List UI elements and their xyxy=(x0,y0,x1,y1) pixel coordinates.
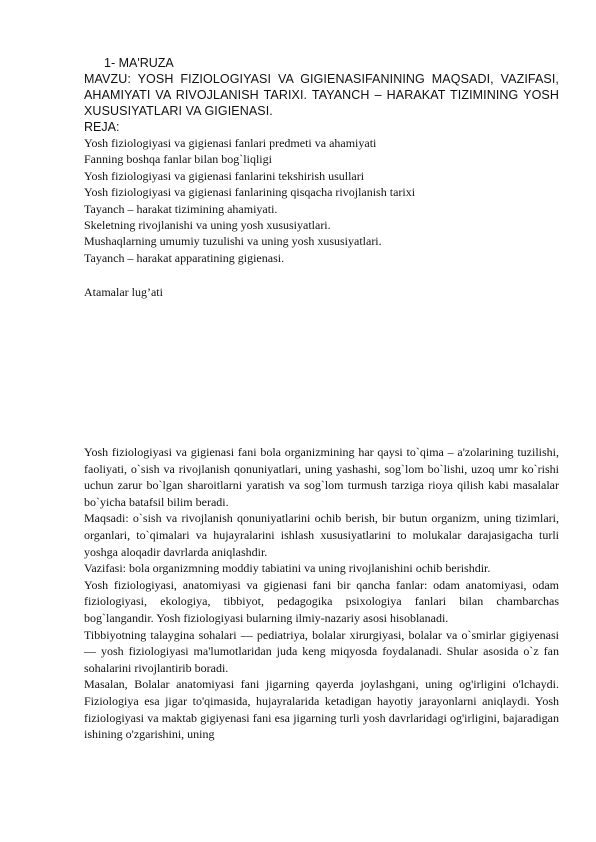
lecture-number: 1- MA'RUZA xyxy=(104,56,174,70)
plan-item: Mushaqlarning umumiy tuzulishi va uning yosh xususiyatlari. xyxy=(84,234,382,249)
body-paragraph: Maqsadi: o`sish va rivojlanish qonuniyatlarini ochib berish, bir butun organizm, uning tizimlari, organlari, to`qimalari va hujayralarini ishlash xususiyatlarini to molukalar darajasigacha turli yoshga aloqadir davrlarda aniqlashdir. xyxy=(84,511,559,559)
document-header-section xyxy=(84,56,559,300)
glossary-heading: Atamalar lug’ati xyxy=(84,285,163,300)
body-paragraph: Yosh fiziologiyasi va gigienasi fani bola organizmining har qaysi to`qima – a'zolarining tuzilishi, faoliyati, o`sish va rivojlanish qonuniyatlari, uning yashashi, sog`lom bo`lishi, uzoq umr ko`rishi uchun zarur bo`lgan sharoitlarni yaratish va sog`lom turmush tarziga rioya qilish kabi masalalar bo`yicha batafsil bilim beradi. xyxy=(84,445,559,509)
body-paragraph: Tibbiyotning talaygina sohalari — pediatriya, bolalar xirurgiyasi, bolalar va o`smirlar gigiyenasi — yosh fiziologiyasi ma'lumotlaridan juda keng miqyosda foydalanadi. Shular asosida o`z fan sohalarini rivojlantirib boradi. xyxy=(84,627,559,675)
plan-list xyxy=(84,135,559,266)
plan-item: Yosh fiziologiyasi va gigienasi fanlarini tekshirish usullari xyxy=(84,168,365,183)
document-body xyxy=(84,444,559,743)
body-paragraph: Masalan, Bolalar anatomiyasi fani jigarning qayerda joylashgani, uning og'irligini o'lchaydi. Fiziologiya esa jigar to'qimasida, hujayralarida ketadigan hayotiy jarayonlarni aniqlaydi. Yosh fiziologiyasi va maktab gigiyenasi fani esa jigarning turli yosh davrlaridagi og'irligini, bajaradigan ishining o'zgarishini, uning xyxy=(84,677,559,742)
plan-item: Fanning boshqa fanlar bilan bog`liqligi xyxy=(84,152,272,167)
body-paragraph: Yosh fiziologiyasi, anatomiyasi va gigienasi fani bir qancha fanlar: odam anatomiyasi, odam fiziologiyasi, ekologiya, tibbiyot, pedagogika psixologiya fanlari bilan chambarchas bog`langandir. Yosh fiziologiyasi bularning ilmiy-nazariy asosi hisoblanadi. xyxy=(84,577,559,625)
plan-item: Tayanch – harakat apparatining gigienasi. xyxy=(84,250,285,265)
plan-item: Yosh fiziologiyasi va gigienasi fanlarining qisqacha rivojlanish tarixi xyxy=(84,185,416,200)
plan-item: Skeletning rivojlanishi va uning yosh xususiyatlari. xyxy=(84,218,331,233)
body-paragraph: Vazifasi: bola organizmning moddiy tabiatini va uning rivojlanishini ochib berishdir. xyxy=(84,561,491,576)
plan-item: Yosh fiziologiyasi va gigienasi fanlari predmeti va ahamiyati xyxy=(84,136,377,150)
lecture-topic: MAVZU: YOSH FIZIOLOGIYASI VA GIGIENASIFANINING MAQSADI, VAZIFASI, AHAMIYATI VA RIVOJLANISH TARIXI. TAYANCH – HARAKAT TIZIMINING YOSH XUSUSIYATLARI VA GIGIENASI. xyxy=(84,72,559,118)
plan-heading: REJA: xyxy=(84,120,120,134)
plan-item: Tayanch – harakat tizimining ahamiyati. xyxy=(84,201,278,216)
